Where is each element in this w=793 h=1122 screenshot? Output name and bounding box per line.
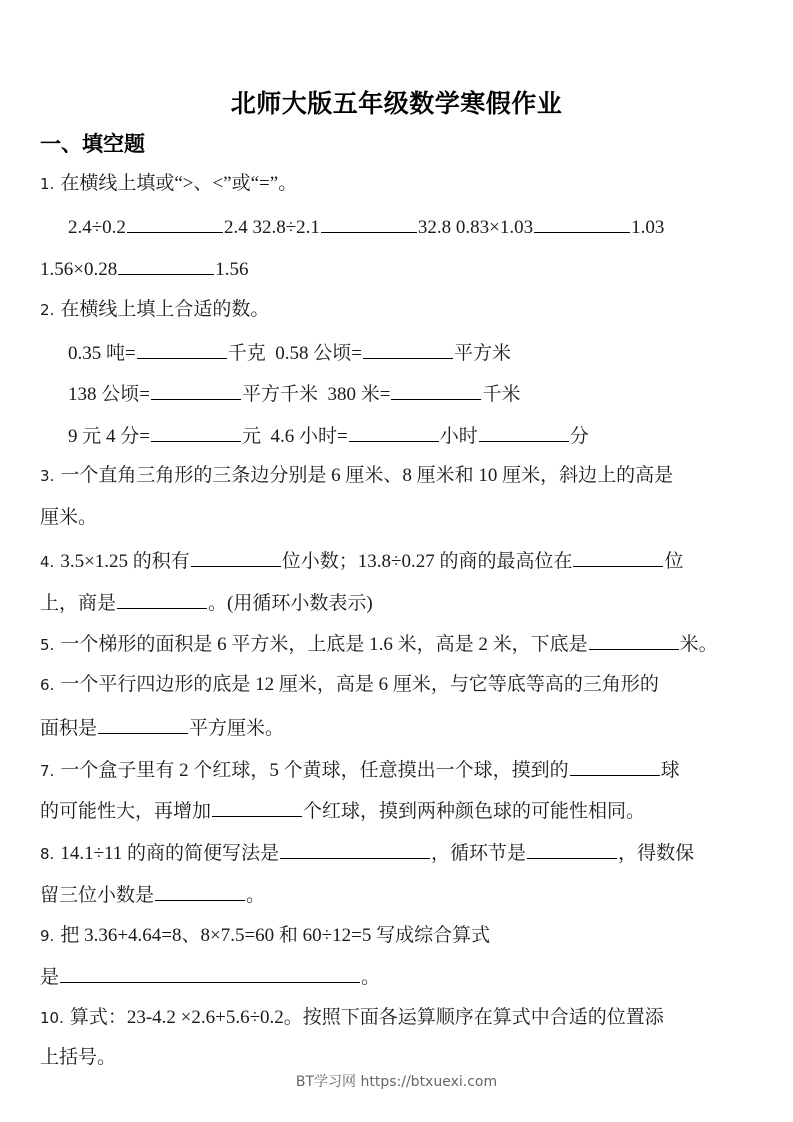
question-2-row-3	[68, 423, 589, 449]
question-number: 3.	[40, 467, 55, 485]
answer-blank[interactable]	[60, 964, 360, 983]
unit: 平方米	[453, 343, 511, 364]
text: ，得数保	[618, 843, 695, 864]
text: 球	[660, 760, 680, 781]
question-number: 5.	[40, 636, 55, 654]
answer-blank[interactable]	[151, 381, 241, 400]
question-8-line-1	[40, 840, 694, 866]
expr-left: 2.4÷0.2	[68, 217, 126, 238]
text: 留三位小数是	[40, 885, 155, 906]
answer-blank[interactable]	[534, 214, 630, 233]
text: 4.6 小时=	[270, 426, 348, 447]
answer-blank[interactable]	[573, 548, 663, 567]
text: 380 米=	[327, 384, 391, 405]
question-3-line-2	[40, 506, 97, 530]
section-heading: 一、填空题	[40, 132, 145, 156]
text: 3.5×1.25 的积有	[60, 551, 190, 572]
answer-blank[interactable]	[479, 423, 569, 442]
question-number: 6.	[40, 676, 55, 694]
answer-blank[interactable]	[280, 840, 430, 859]
question-9-line-1	[40, 924, 490, 948]
question-number: 1.	[40, 175, 55, 193]
question-number: 10.	[40, 1009, 64, 1027]
text: 。(用循环小数表示)	[208, 593, 373, 614]
footer-watermark: BT学习网 https://btxuexi.com	[295, 1074, 498, 1090]
answer-blank[interactable]	[118, 256, 214, 275]
unit: 小时	[439, 426, 478, 447]
text: 的可能性大，再增加	[40, 801, 212, 822]
text: 9 元 4 分=	[68, 426, 150, 447]
question-7-line-2	[40, 798, 645, 824]
question-3-line-1	[40, 464, 673, 488]
question-2-row-1	[68, 340, 511, 366]
text: 面积是	[40, 718, 98, 739]
text: 一个直角三角形的三条边分别是 6 厘米、8 厘米和 10 厘米，斜边上的高是	[60, 465, 674, 486]
text: 把 3.36+4.64=8、8×7.5=60 和 60÷12=5 写成综合算式	[60, 925, 491, 946]
prompt-text: 在横线上填上合适的数。	[60, 299, 270, 320]
text: 位	[664, 551, 684, 572]
answer-blank[interactable]	[127, 214, 223, 233]
question-number: 4.	[40, 553, 55, 571]
text: 平方厘米。	[189, 718, 285, 739]
unit: 千米	[482, 384, 521, 405]
answer-blank[interactable]	[589, 631, 679, 650]
question-1-prompt	[40, 172, 297, 196]
text: 米。	[679, 634, 718, 655]
question-1-items-row-2	[40, 256, 248, 282]
question-number: 7.	[40, 762, 55, 780]
text: 上，商是	[40, 593, 117, 614]
text: 0.35 吨=	[68, 343, 136, 364]
expr-left: 1.56×0.28	[40, 259, 118, 280]
unit: 元	[241, 426, 261, 447]
expr-right: 2.4	[223, 217, 248, 238]
answer-blank[interactable]	[349, 423, 439, 442]
question-10-line-1	[40, 1006, 664, 1030]
answer-blank[interactable]	[151, 423, 241, 442]
text: 。	[361, 967, 381, 988]
text: 0.58 公顷=	[275, 343, 362, 364]
text: 是	[40, 967, 60, 988]
text: 138 公顷=	[68, 384, 150, 405]
answer-blank[interactable]	[391, 381, 481, 400]
answer-blank[interactable]	[117, 590, 207, 609]
question-4-line-2	[40, 590, 373, 616]
text: 14.1÷11 的商的简便写法是	[60, 843, 280, 864]
answer-blank[interactable]	[527, 840, 617, 859]
question-6-line-1	[40, 673, 659, 697]
question-6-line-2	[40, 715, 284, 741]
question-4-line-1	[40, 548, 683, 574]
question-2-row-2	[68, 381, 520, 407]
expr-left: 32.8÷2.1	[252, 217, 320, 238]
question-1-items-row	[68, 214, 664, 240]
question-8-line-2	[40, 882, 265, 908]
document-title: 北师大版五年级数学寒假作业	[230, 89, 563, 118]
answer-blank[interactable]	[321, 214, 417, 233]
expr-right: 1.03	[631, 217, 665, 238]
prompt-text: 在横线上填或“>、<”或“=”。	[60, 173, 298, 194]
text: 厘米。	[40, 507, 98, 528]
text: 个红球，摸到两种颜色球的可能性相同。	[303, 801, 646, 822]
question-9-line-2	[40, 964, 380, 990]
text: 一个平行四边形的底是 12 厘米，高是 6 厘米，与它等底等高的三角形的	[60, 674, 659, 695]
question-number: 8.	[40, 845, 55, 863]
expr-right: 32.8	[417, 217, 452, 238]
answer-blank[interactable]	[98, 715, 188, 734]
question-7-line-1	[40, 757, 680, 783]
text: 。	[246, 885, 266, 906]
answer-blank[interactable]	[191, 548, 281, 567]
question-5-line-1	[40, 631, 718, 657]
expr-right: 1.56	[215, 259, 249, 280]
text: 算式：23-4.2 ×2.6+5.6÷0.2。按照下面各运算顺序在算式中合适的位置添	[69, 1007, 664, 1028]
text: 上括号。	[40, 1047, 117, 1068]
text: 位小数；13.8÷0.27 的商的最高位在	[281, 551, 573, 572]
unit: 千克	[227, 343, 266, 364]
text: 一个梯形的面积是 6 平方米，上底是 1.6 米，高是 2 米，下底是	[60, 634, 588, 655]
unit: 平方千米	[241, 384, 318, 405]
question-10-line-2	[40, 1046, 116, 1070]
answer-blank[interactable]	[212, 798, 302, 817]
answer-blank[interactable]	[155, 882, 245, 901]
answer-blank[interactable]	[137, 340, 227, 359]
unit: 分	[569, 426, 589, 447]
text: ，循环节是	[431, 843, 527, 864]
text: 一个盒子里有 2 个红球，5 个黄球，任意摸出一个球，摸到的	[60, 760, 569, 781]
question-2-prompt	[40, 298, 269, 322]
expr-left: 0.83×1.03	[455, 217, 534, 238]
answer-blank[interactable]	[570, 757, 660, 776]
question-number: 9.	[40, 927, 55, 945]
question-number: 2.	[40, 301, 55, 319]
answer-blank[interactable]	[363, 340, 453, 359]
